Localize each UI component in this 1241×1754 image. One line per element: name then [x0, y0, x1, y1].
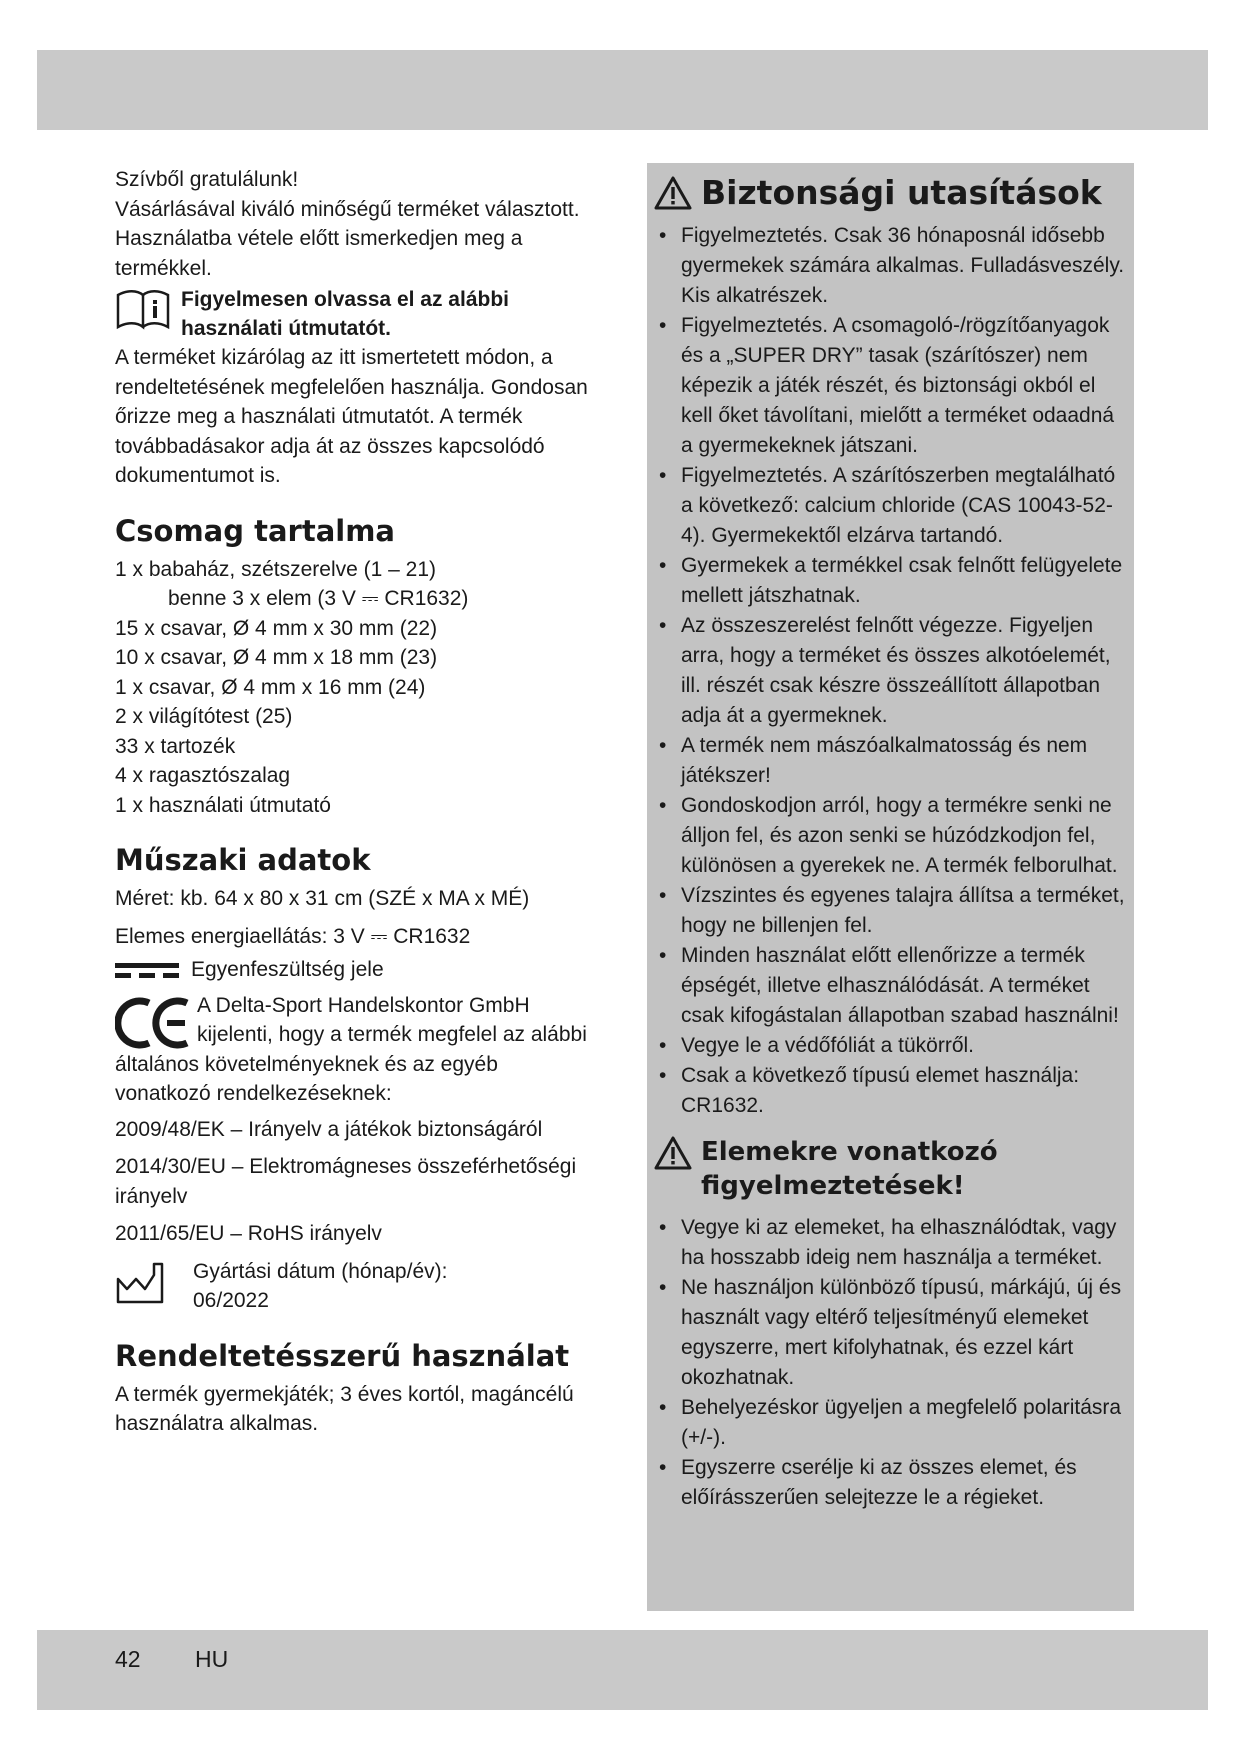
dc-symbol-icon [115, 959, 179, 981]
safety-item: • Figyelmeztetés. Csak 36 hónaposnál idősebb gyermekek számára alkalmas. Fulladásveszély. Kis alkatrészek. [651, 221, 1134, 311]
safety-item: • Figyelmeztetés. A szárítószerben megtalálható a következő: calcium chloride (CAS 10043-52-4). Gyermekektől elzárva tartandó. [651, 461, 1134, 551]
battery-heading [653, 1135, 1134, 1203]
package-list [115, 555, 595, 821]
safety-list [651, 221, 1134, 1121]
dc-symbol-text: Egyenfeszültség jele [191, 958, 384, 981]
package-item: 10 x csavar, Ø 4 mm x 18 mm (23) [115, 646, 438, 669]
package-item: 1 x babaház, szétszerelve (1 – 21) [115, 557, 437, 581]
safety-panel [647, 163, 1134, 1611]
battery-item: • Behelyezéskor ügyeljen a megfelelő polaritásra (+/-). [651, 1393, 1134, 1453]
usage-text: A terméket kizárólag az itt ismertetett módon, a rendeltetésének megfelelően használja. Gondosan őrizze meg a használati útmutatót. A termék továbbadásakor adja át az összes kapcsolódó dokumentumot is. [115, 346, 588, 487]
intended-use-text: A termék gyermekjáték; 3 éves kortól, magáncélú használatra alkalmas. [115, 1382, 574, 1435]
warning-triangle-icon [653, 1135, 693, 1171]
left-column [115, 165, 595, 1439]
safety-item: • Csak a következő típusú elemet használja: CR1632. [651, 1061, 1134, 1121]
safety-heading [653, 171, 1134, 215]
manual-book-icon [115, 287, 171, 331]
directive-item: 2011/65/EU – RoHS irányelv [115, 1222, 382, 1245]
battery-title: Elemekre vonatkozó figyelmeztetések! [701, 1137, 998, 1201]
package-item: 1 x csavar, Ø 4 mm x 16 mm (24) [115, 675, 426, 699]
package-item: 1 x használati útmutató [115, 793, 331, 817]
safety-item: • Figyelmeztetés. A csomagoló-/rögzítőanyagok és a „SUPER DRY” tasak (szárítószer) nem képezik a játék részét, és biztonsági okból el kell őket távolítani, mielőtt a terméket odaadná a gyermekeknek játszani. [651, 311, 1134, 461]
warning-triangle-icon [653, 175, 693, 211]
safety-item: • A termék nem mászóalkalmatosság és nem játékszer! [651, 731, 1134, 791]
ce-declaration [115, 991, 595, 1109]
safety-item: • Vízszintes és egyenes talajra állítsa a terméket, hogy ne billenjen fel. [651, 881, 1134, 941]
size-text: Méret: kb. 64 x 80 x 31 cm (SZÉ x MA x MÉ) [115, 887, 530, 910]
manufacture-date-icon [115, 1261, 165, 1305]
battery-item: • Egyszerre cserélje ki az összes elemet, és előírásszerűen selejtezze le a régieket. [651, 1453, 1134, 1513]
greeting: Szívből gratulálunk! [115, 168, 299, 191]
production-info [193, 1257, 447, 1316]
safety-title: Biztonsági utasítások [701, 173, 1102, 212]
power-text: Elemes energiaellátás: 3 V ⎓ CR1632 [115, 924, 471, 948]
header-band [37, 50, 1208, 130]
package-item: 15 x csavar, Ø 4 mm x 30 mm (22) [115, 616, 438, 640]
ce-mark-icon [115, 997, 191, 1049]
production-date-row [115, 1257, 595, 1316]
package-title: Csomag tartalma [115, 513, 396, 548]
package-item: benne 3 x elem (3 V ⎓ CR1632) [168, 587, 469, 610]
safety-item: • Minden használat előtt ellenőrizze a termék épségét, illetve elhasználódását. A terméket csak kifogástalan állapotban szabad használni! [651, 941, 1134, 1031]
safety-item: • Az összeszerelést felnőtt végezze. Figyeljen arra, hogy a terméket és összes alkotóelemét, ill. részét csak készre összeállított állapotban adja át a gyermeknek. [651, 611, 1134, 731]
intro-text: Vásárlásával kiváló minőségű terméket választott. Használatba vétele előtt ismerkedjen meg a termékkel. [115, 197, 580, 280]
package-item: 4 x ragasztószalag [115, 764, 291, 787]
battery-item: • Ne használjon különböző típusú, márkájú, új és használt vagy eltérő teljesítményű elemeket egyszerre, mert kifolyhatnak, és ezzel kárt okozhatnak. [651, 1273, 1134, 1393]
battery-list [651, 1213, 1134, 1513]
notice-text: Figyelmesen olvassa el az alábbi használati útmutatót. [181, 288, 509, 340]
technical-title: Műszaki adatok [115, 843, 371, 877]
production-label: Gyártási dátum (hónap/év): [193, 1259, 448, 1283]
intended-use-title: Rendeltetésszerű használat [115, 1338, 570, 1373]
package-item: 33 x tartozék [115, 734, 236, 758]
page-number: 42 [115, 1646, 141, 1672]
directive-item: 2014/30/EU – Elektromágneses összeférhetőségi irányelv [115, 1155, 577, 1208]
safety-item: • Vegye le a védőfóliát a tükörről. [651, 1031, 1134, 1061]
safety-item: • Gyermekek a termékkel csak felnőtt felügyelete mellett játszhatnak. [651, 551, 1134, 611]
package-item: 2 x világítótest (25) [115, 705, 293, 728]
battery-item: • Vegye ki az elemeket, ha elhasználódtak, vagy ha hosszabb ideig nem használja a terméket. [651, 1213, 1134, 1273]
safety-item: • Gondoskodjon arról, hogy a termékre senki ne álljon fel, és azon senki se húzódzkodjon fel, különösen a gyerekek ne. A termék felborulhat. [651, 791, 1134, 881]
directive-item: 2009/48/EK – Irányelv a játékok biztonságáról [115, 1117, 543, 1141]
ce-text: A Delta-Sport Handelskontor GmbH kijelenti, hogy a termék megfelel az alábbi általános követelményeknek és az egyéb vonatkozó rendelkezéseknek: [115, 993, 587, 1105]
production-date: 06/2022 [193, 1289, 269, 1312]
read-manual-notice [115, 285, 595, 343]
language-code: HU [195, 1646, 229, 1672]
dc-symbol-row [115, 955, 595, 985]
